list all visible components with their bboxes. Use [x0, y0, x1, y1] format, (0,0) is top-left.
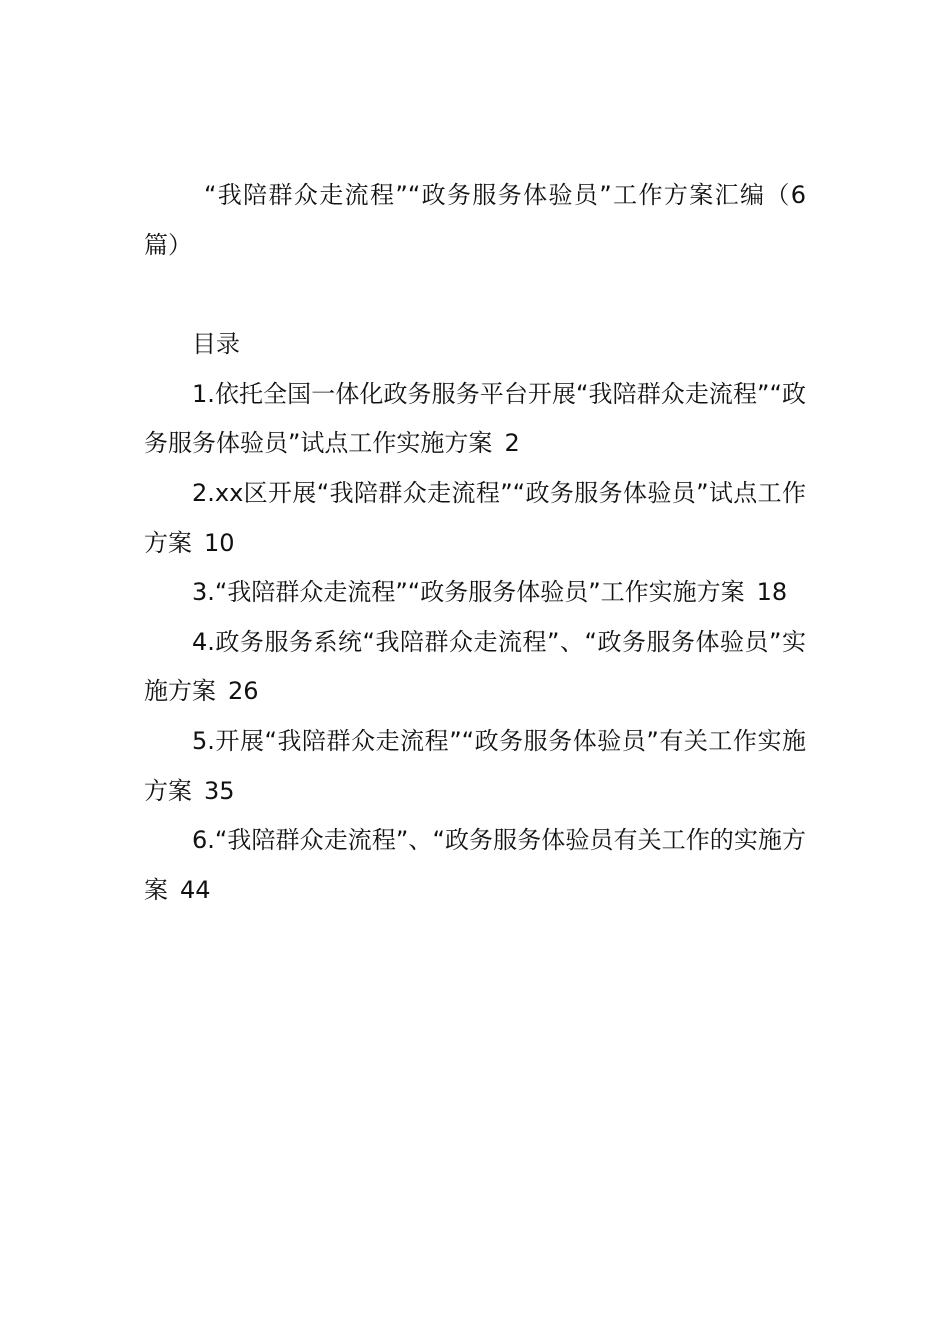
toc-entry-page: 35: [204, 776, 235, 805]
toc-entry-page: 26: [228, 677, 259, 706]
toc-entry-3[interactable]: [144, 568, 806, 618]
toc-heading: 目录: [192, 330, 240, 359]
toc-entry-label: 1.依托全国一体化政务服务平台开展“我陪群众走流程”“政务服务体验员”试点工作实施方案: [144, 379, 806, 458]
toc-entry-label: 5.开展“我陪群众走流程”“政务服务体验员”有关工作实施方案: [144, 726, 806, 805]
toc-entry-label: 4.政务服务系统“我陪群众走流程”、“政务服务体验员”实施方案: [144, 627, 806, 706]
toc-entry-page: 10: [204, 528, 235, 557]
document-title: “我陪群众走流程”“政务服务体验员”工作方案汇编（6篇）: [144, 181, 806, 259]
toc-entry-label: 3.“我陪群众走流程”“政务服务体验员”工作实施方案: [192, 578, 745, 607]
document-page: [144, 171, 806, 915]
toc-entry-6[interactable]: [144, 816, 806, 915]
toc-entry-label: 6.“我陪群众走流程”、“政务服务体验员有关工作的实施方案: [144, 826, 806, 904]
toc-entry-page: 44: [180, 875, 211, 904]
toc-entry-1[interactable]: [144, 370, 806, 469]
toc-entry-label: 2.xx区开展“我陪群众走流程”“政务服务体验员”试点工作方案: [144, 478, 806, 557]
toc-entry-5[interactable]: [144, 717, 806, 816]
toc-list: [144, 370, 806, 916]
toc-entry-2[interactable]: [144, 469, 806, 568]
toc-entry-4[interactable]: [144, 618, 806, 717]
toc-entry-page: 2: [504, 429, 520, 458]
toc-entry-page: 18: [756, 578, 788, 607]
